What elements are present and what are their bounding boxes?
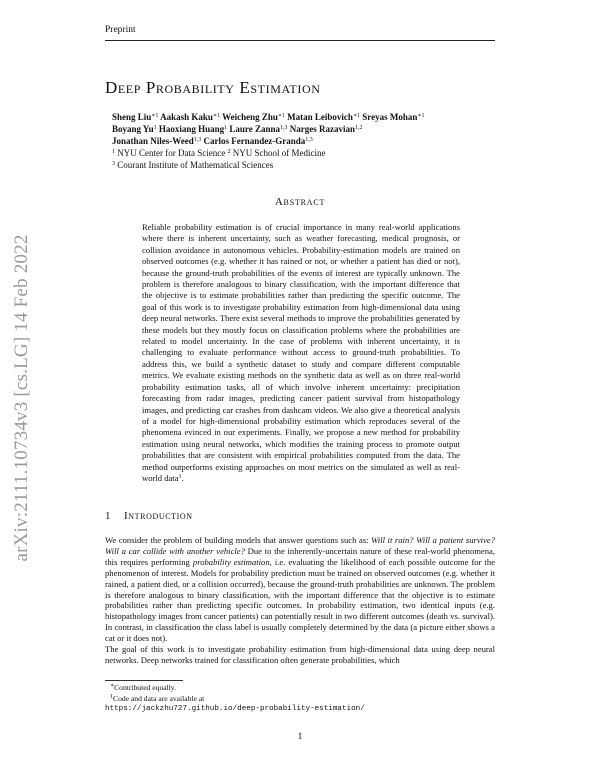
author-name: Sreyas Mohan: [362, 112, 418, 122]
author-name: Haoxiang Huang: [158, 124, 225, 134]
footnote-1: ∗Contributed equally.: [110, 683, 177, 692]
running-header: Preprint: [105, 25, 136, 35]
affiliation-line-1: $^1$ NYU Center for Data Science $^2$ NYU School of Medicine: [112, 148, 326, 158]
affiliation-line-2: $^3$ Courant Institute of Mathematical Sciences: [112, 160, 274, 170]
footnote-ref: 1: [178, 473, 182, 480]
author-line-3: Jonathan Niles-Weed$^{1,3}$ Carlos Fernandez-Granda$^{1,3}$: [112, 136, 313, 146]
author-name: Jonathan Niles-Weed: [112, 136, 194, 146]
abstract-heading: Abstract: [274, 196, 326, 208]
intro-paragraph-1: We consider the problem of building models that answer questions such as: Will it rain? Will a patient survive? Will a car collide with another vehicle? Due to the inherently-uncertain nature of these real-world phenomena, this requires performing probability estimation, i.e. evaluating the likelihood of each possible outcome for the phenomenon of interest. Models for probability prediction must be trained on observed outcomes (e.g. whether it rained, a patient died, or a collision occurred), because the ground-truth probabilities are unknown. The problem is therefore analogous to binary classification, with the important difference that the objective is to estimate probabilities rather than predicting specific outcomes. In probability estimation, two identical inputs (e.g. histopathology images from cancer patients) can potentially result in two different outcomes (death vs. survival). In contrast, in classification the class label is usually completely determined by the data (a picture either shows a cat or it does not).: [105, 535, 496, 644]
code-url-link[interactable]: https://jackzhu727.github.io/deep-probability-estimation/: [105, 705, 365, 713]
author-name: Matan Leibovich: [287, 112, 353, 122]
author-name: Narges Razavian: [289, 124, 355, 134]
author-line-1: Sheng Liu$^{∗1}$ Aakash Kaku$^{∗1}$ Weicheng Zhu$^{∗1}$ Matan Leibovich$^{∗1}$ Sreyas Mohan$^{∗1}$: [112, 112, 425, 122]
abstract-body: Reliable probability estimation is of crucial importance in many real-world applications where there is inherent uncertainty, such as weather forecasting, medical prognosis, or collision avoidance in autonomous vehicles. Probability-estimation models are trained on observed outcomes (e.g. whether it has rained or not, or whether a patient has died or not), because the ground-truth probabilities of the events of interest are typically unknown. The problem is therefore analogous to binary classification, with the important difference that the objective is to estimate probabilities rather than predicting the specific outcome. The goal of this work is to investigate probability estimation from high-dimensional data using deep neural networks. There exist several methods to improve the probabilities generated by these models but they mostly focus on classification problems where the probabilities are related to model uncertainty. In the case of problems with inherent uncertainty, it is challenging to evaluate performance without access to ground-truth probabilities. To address this, we build a synthetic dataset to study and compare different computable metrics. We evaluate existing methods on the synthetic data as well as on three real-world probability estimation tasks, all of which involve inherent uncertainty: precipitation forecasting from radar images, predicting cancer patient survival from histopathology images, and predicting car crashes from dashcam videos. We also give a theoretical analysis of a model for high-dimensional probability estimation which reproduces several of the phenomena evinced in our experiments. Finally, we propose a new method for probability estimation using neural networks, which modifies the training process to promote output probabilities that are consistent with empirical probabilities computed from the data. The method outperforms existing approaches on most metrics on the simulated as well as real-world data$^1$.: [142, 222, 460, 483]
author-name: Laure Zanna: [229, 124, 280, 134]
section-heading-introduction: 1 Introduction: [105, 510, 193, 522]
header-rule: [105, 40, 495, 41]
author-line-2: Boyang Yu$^1$ Haoxiang Huang$^1$ Laure Zanna$^{1,3}$ Narges Razavian$^{1,2}$: [112, 124, 363, 134]
author-name: Sheng Liu: [112, 112, 152, 122]
author-name: Boyang Yu: [112, 124, 154, 134]
page-number: 1: [297, 732, 303, 742]
author-name: Carlos Fernandez-Granda: [203, 136, 306, 146]
paper-title: Deep Probability Estimation: [105, 78, 321, 97]
arxiv-stamp: arXiv:2111.10734v3 [cs.LG] 14 Feb 2022: [11, 234, 32, 562]
author-name: Weicheng Zhu: [222, 112, 278, 122]
footnote-2: $^1$Code and data are available at: [110, 694, 205, 703]
footnote-rule: [105, 680, 183, 681]
intro-paragraph-2: The goal of this work is to investigate probability estimation from high-dimensional data using deep neural networks. Deep networks trained for classification often generate probabilities, which: [105, 644, 495, 665]
author-name: Aakash Kaku: [160, 112, 213, 122]
